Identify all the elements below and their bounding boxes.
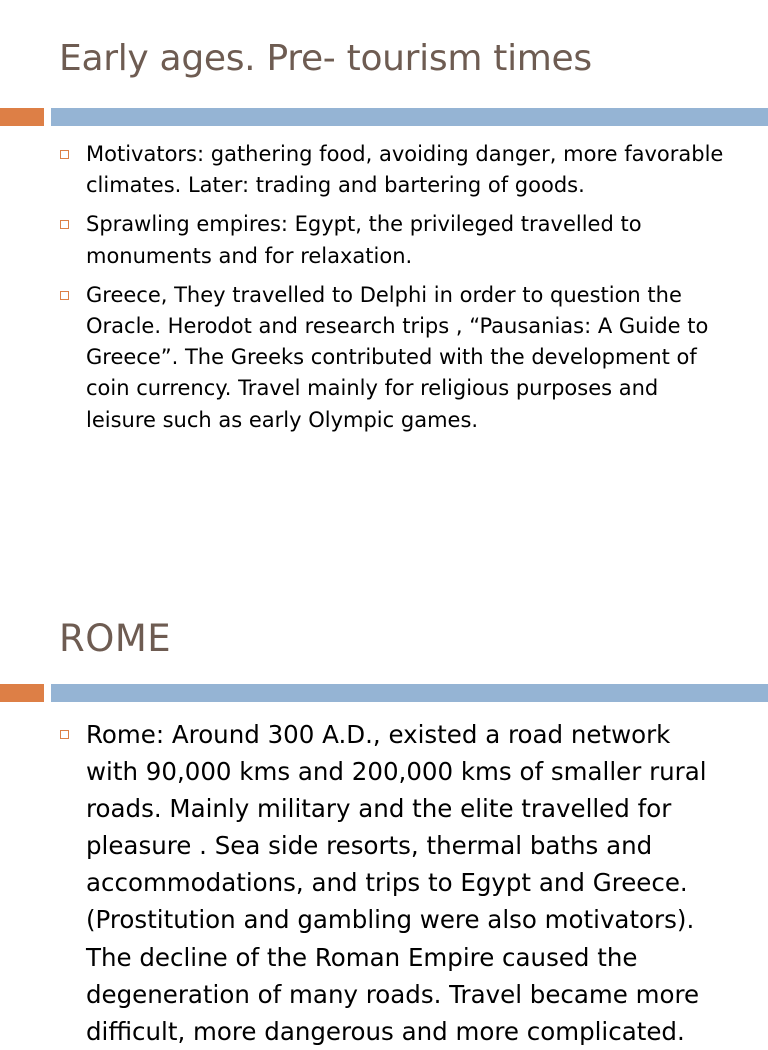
square-bullet-icon [60,220,69,229]
title-rule-orange [0,108,44,126]
bullet-text: Rome: Around 300 A.D., existed a road network with 90,000 kms and 200,000 kms of smaller rural roads. Mainly military and the elite travelled for pleasure . Sea side resorts, thermal baths and accommodations, and trips to Egypt and Greece. (Prostitution and gambling were also motivators). The decline of the Roman Empire caused the degeneration of many roads. Travel became more difficult, more dangerous and more complicated. [86,720,707,1046]
bullet-list [0,716,726,1050]
title-rule-blue [51,684,768,702]
bullet-list [0,139,726,444]
bullet-item [0,139,726,201]
square-bullet-icon [60,150,69,159]
slide-title: Early ages. Pre- tourism times [59,38,592,79]
square-bullet-icon [60,291,69,300]
bullet-item [0,209,726,271]
bullet-item [0,716,726,1050]
bullet-text: Sprawling empires: Egypt, the privileged travelled to monuments and for relaxation. [86,212,642,268]
title-rule-blue [51,108,768,126]
bullet-text: Greece, They travelled to Delphi in order to question the Oracle. Herodot and research trips , “Pausanias: A Guide to Greece”. The Greeks contributed with the development of coin currency. Travel mainly for religious purposes and leisure such as early Olympic games. [86,282,709,432]
slide-rome [0,580,768,1046]
square-bullet-icon [60,730,69,739]
slide-title: ROME [59,617,172,660]
bullet-item [0,280,726,436]
bullet-text: Motivators: gathering food, avoiding danger, more favorable climates. Later: trading and bartering of goods. [86,142,724,198]
title-rule-orange [0,684,44,702]
